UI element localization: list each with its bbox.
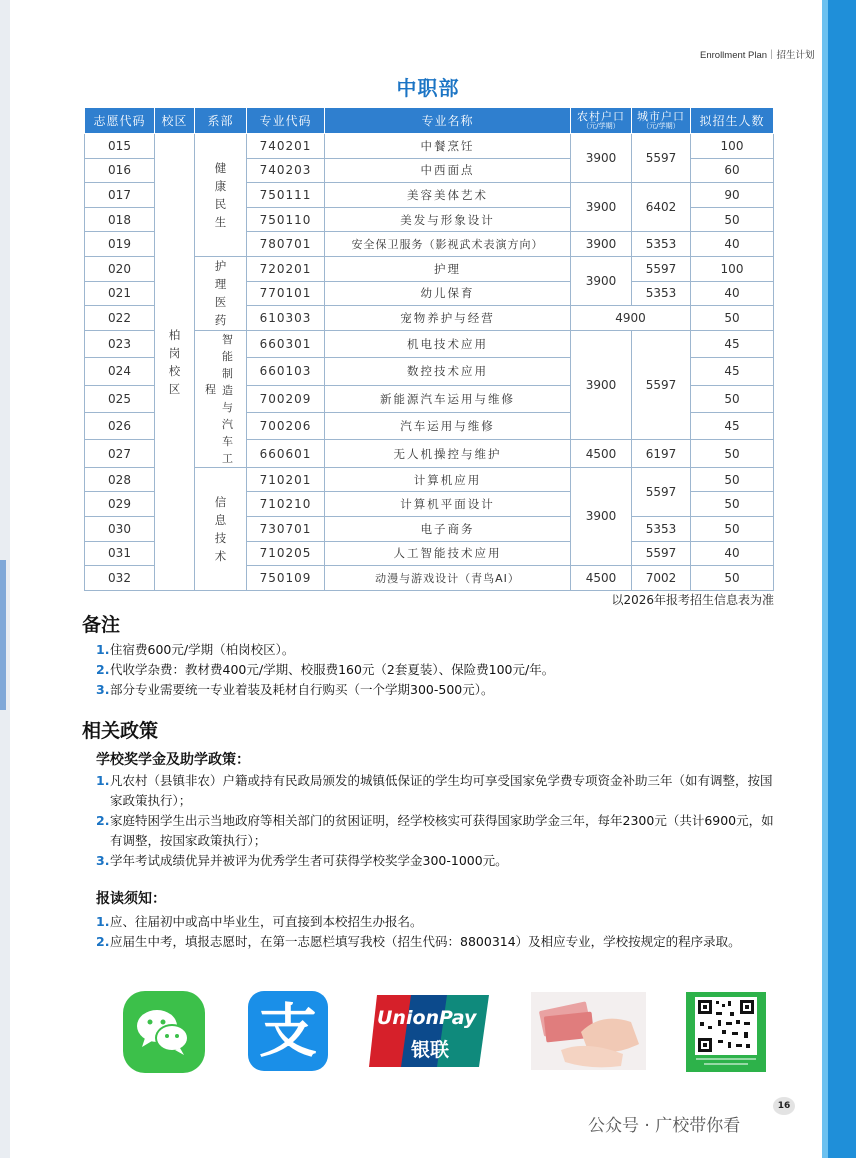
- list-item: 2. 家庭特困学生出示当地政府等相关部门的贫困证明，经学校核实可获得国家助学金三年，每年2300元（共计6900元，如有调整，按国家政策执行）；: [96, 813, 774, 848]
- edge-accent: [0, 560, 6, 710]
- list-item: 2. 代收学杂费：教材费400元/学期、校服费160元（2套夏装）、保险费100元/年。: [96, 662, 555, 677]
- cell-plan: 100: [691, 134, 774, 159]
- wechat-account-watermark: 公众号 · 广校带你看: [588, 1116, 741, 1136]
- cash-payment-image: [531, 992, 646, 1070]
- table-note: 以2026年报考招生信息表为准: [611, 593, 774, 607]
- table-header-row: [85, 108, 774, 134]
- table-row: 024 660103 数控技术应用 45: [85, 358, 774, 385]
- table-row: 030 730701 电子商务 5353 50: [85, 516, 774, 541]
- cell-major-name: 中餐烹饪: [325, 134, 571, 159]
- campus-cell: 柏 岗 校 区: [155, 134, 195, 591]
- cell-major-code: 740201: [247, 134, 325, 159]
- table-row: 017 750111 美容美体艺术 3900 6402 90: [85, 183, 774, 208]
- table-row: 020 护 理 医 药 720201 护理 3900 5597 100: [85, 256, 774, 281]
- col-header-campus: 校区: [155, 108, 195, 134]
- table-row: 021 770101 幼儿保育 5353 40: [85, 281, 774, 306]
- list-item: 1. 应、往届初中或高中毕业生，可直接到本校招生办报名。: [96, 914, 423, 929]
- unionpay-logo: UnionPay 银联: [367, 991, 491, 1071]
- dept-cell-health: 健 康 民 生: [195, 134, 247, 257]
- cell-code: 015: [85, 134, 155, 159]
- cell-urban-fee: 5597: [632, 134, 691, 183]
- col-header-major-name: 专业名称: [325, 108, 571, 134]
- policy-heading: 相关政策: [82, 720, 159, 742]
- enrollment-table: [84, 107, 774, 591]
- col-header-plan: 拟招生人数: [691, 108, 774, 134]
- col-header-urban: 城市户口 （元/学期）: [632, 108, 691, 134]
- table-row: 022 610303 宠物养护与经营 4900 50: [85, 306, 774, 331]
- page-number: 16: [773, 1097, 795, 1115]
- apply-notes-list: [96, 912, 776, 952]
- list-item: 1. 凡农村（县镇非农）户籍或持有民政局颁发的城镇低保证的学生均可享受国家免学费专项资金补助三年（如有调整，按国家政策执行）；: [96, 773, 773, 808]
- col-header-rural: 农村户口 （元/学期）: [571, 108, 632, 134]
- list-item: 3. 学年考试成绩优异并被评为优秀学生者可获得学校奖学金300-1000元。: [96, 853, 508, 868]
- table-row: 028 信 息 技 术 710201 计算机应用 3900 5597 50: [85, 467, 774, 492]
- table-row: 026 700206 汽车运用与维修 45: [85, 412, 774, 439]
- section-title: 中职部: [396, 76, 460, 100]
- alipay-icon: 支: [248, 991, 328, 1071]
- table-row: 025 700209 新能源汽车运用与维修 50: [85, 385, 774, 412]
- remarks-heading: 备注: [82, 614, 121, 636]
- dept-cell-nursing: 护 理 医 药: [195, 256, 247, 330]
- aid-policy-list: [96, 771, 776, 871]
- col-header-major-code: 专业代码: [247, 108, 325, 134]
- side-stripe: [822, 0, 856, 1158]
- table-row: 031 710205 人工智能技术应用 5597 40: [85, 541, 774, 566]
- page-edge: [0, 0, 10, 1158]
- list-item: 2. 应届生中考，填报志愿时，在第一志愿栏填写我校（招生代码：8800314）及相应专业，学校按规定的程序录取。: [96, 934, 741, 949]
- table-row: 019 780701 安全保卫服务（影视武术表演方向） 3900 5353 40: [85, 232, 774, 257]
- list-item: 1. 住宿费600元/学期（柏岗校区）。: [96, 642, 295, 657]
- qr-code-image: [686, 992, 766, 1072]
- table-row: 027 660601 无人机操控与维护 4500 6197 50: [85, 440, 774, 467]
- col-header-dept: 系部: [195, 108, 247, 134]
- col-header-code: 志愿代码: [85, 108, 155, 134]
- policy-subheading-apply: 报读须知：: [96, 891, 166, 907]
- table-row: 032 750109 动漫与游戏设计（青鸟AI） 4500 7002 50: [85, 566, 774, 591]
- table-row: 023 程 智 能 制 造 与 汽 车 工 660301 机电技术应用 3900 5597 45: [85, 330, 774, 357]
- dept-cell-it: 信 息 技 术: [195, 467, 247, 590]
- header-label: Enrollment Plan｜招生计划: [700, 50, 815, 61]
- dept-cell-manufacturing: 程 智 能 制 造 与 汽 车 工: [195, 330, 247, 467]
- cell-shared-fee: 4900: [571, 306, 691, 331]
- table-row: 029 710210 计算机平面设计 50: [85, 492, 774, 517]
- remarks-list: [96, 640, 776, 700]
- policy-subheading-aid: 学校奖学金及助学政策：: [96, 752, 250, 768]
- wechat-pay-icon: [123, 991, 205, 1073]
- list-item: 3. 部分专业需要统一专业着装及耗材自行购买（一个学期300-500元）。: [96, 682, 494, 697]
- cell-rural-fee: 3900: [571, 134, 632, 183]
- table-row: 018 750110 美发与形象设计 50: [85, 207, 774, 232]
- table-row: [85, 134, 774, 159]
- table-row: 016 740203 中西面点 60: [85, 158, 774, 183]
